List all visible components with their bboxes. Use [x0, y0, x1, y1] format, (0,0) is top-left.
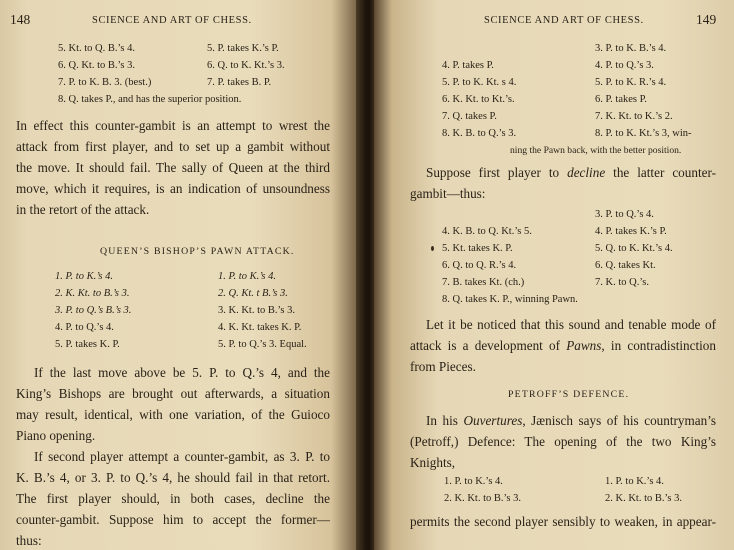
move-line: 4. P. to Q.’s 4. — [55, 322, 114, 333]
text-line: Piano opening. — [16, 428, 96, 443]
paragraph — [16, 362, 330, 446]
left-page — [0, 0, 360, 550]
move-line: 6. Q. to Q. R.’s 4. — [442, 260, 517, 271]
page-number-left: 148 — [10, 12, 31, 27]
ink-speck — [431, 246, 434, 251]
section-heading: QUEEN’S BISHOP’S PAWN ATTACK. — [100, 246, 295, 257]
move-line: 4. P. takes K.’s P. — [595, 226, 667, 237]
move-line: 1. P. to K.’s 4. — [444, 476, 503, 487]
text-line: move, which it requires, is an indication of unsoundness — [16, 181, 330, 196]
section-heading: PETROFF’S DEFENCE. — [508, 389, 630, 400]
right-page — [374, 0, 734, 550]
text-line: King’s Bishops are brought out afterwards, a situation — [16, 386, 330, 401]
move-line: 2. K. Kt. to B.’s 3. — [55, 288, 130, 299]
move-line: 7. K. to Q.’s. — [595, 277, 649, 288]
text-line: Knights, — [410, 455, 456, 470]
move-line: 7. K. Kt. to K.’s 2. — [595, 111, 673, 122]
paragraph — [410, 314, 716, 377]
move-line: 2. Q. Kt. t B.’s 3. — [218, 288, 288, 299]
text-line: may result, identical, with one variation, of the Guioco — [16, 407, 330, 422]
text-line: Suppose first player to decline the latter counter- — [426, 165, 716, 180]
move-line: 8. K. B. to Q.’s 3. — [442, 128, 517, 139]
text-line: K. B.’s 4, or 3. P. to Q.’s 4, he should fail in that retort. — [16, 470, 330, 485]
move-line: 5. P. takes K.’s P. — [207, 43, 279, 54]
move-line: 7. Q. takes P. — [442, 111, 497, 122]
text-line: The first player should, in both cases, decline the — [16, 491, 330, 506]
text-line: from Pieces. — [410, 359, 476, 374]
move-line: 1. P. to K.’s 4. — [55, 271, 113, 282]
move-line: 8. Q. takes K. P., winning Pawn. — [442, 294, 578, 305]
move-line: 6. P. takes P. — [595, 94, 647, 105]
paragraph — [16, 115, 330, 220]
move-line: 4. K. Kt. takes K. P. — [218, 322, 302, 333]
move-line: 6. Q. takes Kt. — [595, 260, 656, 271]
running-head-left: SCIENCE AND ART OF CHESS. — [92, 15, 252, 26]
move-line: 2. K. Kt. to B.’s 3. — [605, 493, 683, 504]
page-number-right: 149 — [696, 12, 717, 27]
move-line: 1. P. to K.’s 4. — [218, 271, 276, 282]
text-line: Let it be noticed that this sound and tenable mode of — [426, 317, 716, 332]
move-line: 7. P. to K. B. 3. (best.) — [58, 77, 152, 88]
text-line: permits the second player sensibly to weaken, in appear- — [410, 514, 716, 529]
text-line: counter-gambit. Suppose him to accept the former— — [16, 512, 330, 527]
move-line: 4. K. B. to Q. Kt.’s 5. — [442, 226, 532, 237]
text-line: In his Ouvertures, Jænisch says of his countryman’s — [426, 413, 717, 428]
move-line: 2. K. Kt. to B.’s 3. — [444, 493, 522, 504]
move-line: 7. B. takes Kt. (ch.) — [442, 277, 525, 288]
move-line: 5. P. takes K. P. — [55, 339, 120, 350]
move-line: 6. Q. to K. Kt.’s 3. — [207, 60, 285, 71]
move-line: 3. P. to K. B.’s 4. — [595, 43, 667, 54]
text-line: If the last move above be 5. P. to Q.’s 4, and the — [34, 365, 330, 380]
move-line: 6. K. Kt. to Kt.’s. — [442, 94, 515, 105]
move-line: 7. P. takes B. P. — [207, 77, 272, 88]
text-line: attack from first player, and to set up a gambit without — [16, 139, 330, 154]
text-line: thus: — [16, 533, 42, 548]
paragraph — [410, 162, 716, 204]
move-line: 5. P. to Q.’s 3. Equal. — [218, 339, 307, 350]
paragraph — [410, 410, 716, 473]
move-line: 6. Q. Kt. to B.’s 3. — [58, 60, 136, 71]
text-line: In effect this counter-gambit is an attempt to wrest the — [16, 118, 330, 133]
text-line: in the retort of the attack. — [16, 202, 150, 217]
running-head-right: SCIENCE AND ART OF CHESS. — [484, 15, 644, 26]
text-line: (Petroff,) Defence: The opening of the two King’s — [410, 434, 716, 449]
move-line: 5. Kt. takes K. P. — [442, 243, 513, 254]
move-line: 3. P. to Q.’s B.’s 3. — [55, 305, 132, 316]
move-line: 8. P. to K. Kt.’s 3, win- — [595, 128, 692, 139]
move-line: ning the Pawn back, with the better position. — [510, 145, 682, 156]
move-line: 3. P. to Q.’s 4. — [595, 209, 654, 220]
text-line: If second player attempt a counter-gambit, as 3. P. to — [34, 449, 330, 464]
move-line: 3. K. Kt. to B.’s 3. — [218, 305, 296, 316]
move-line: 8. Q. takes P., and has the superior position. — [58, 94, 242, 105]
move-line: 5. P. to K. R.’s 4. — [595, 77, 667, 88]
text-line: attack is a development of Pawns, in contradistinction — [410, 338, 716, 353]
move-line: 4. P. to Q.’s 3. — [595, 60, 654, 71]
move-line: 5. Kt. to Q. B.’s 4. — [58, 43, 136, 54]
move-line: 5. Q. to K. Kt.’s 4. — [595, 243, 673, 254]
move-line: 1. P. to K.’s 4. — [605, 476, 664, 487]
move-line: 5. P. to K. Kt. s 4. — [442, 77, 517, 88]
paragraph — [16, 446, 330, 550]
move-line: 4. P. takes P. — [442, 60, 494, 71]
text-line: gambit—thus: — [410, 186, 486, 201]
text-line: the move. It should fail. The sally of Queen at the third — [16, 160, 330, 175]
